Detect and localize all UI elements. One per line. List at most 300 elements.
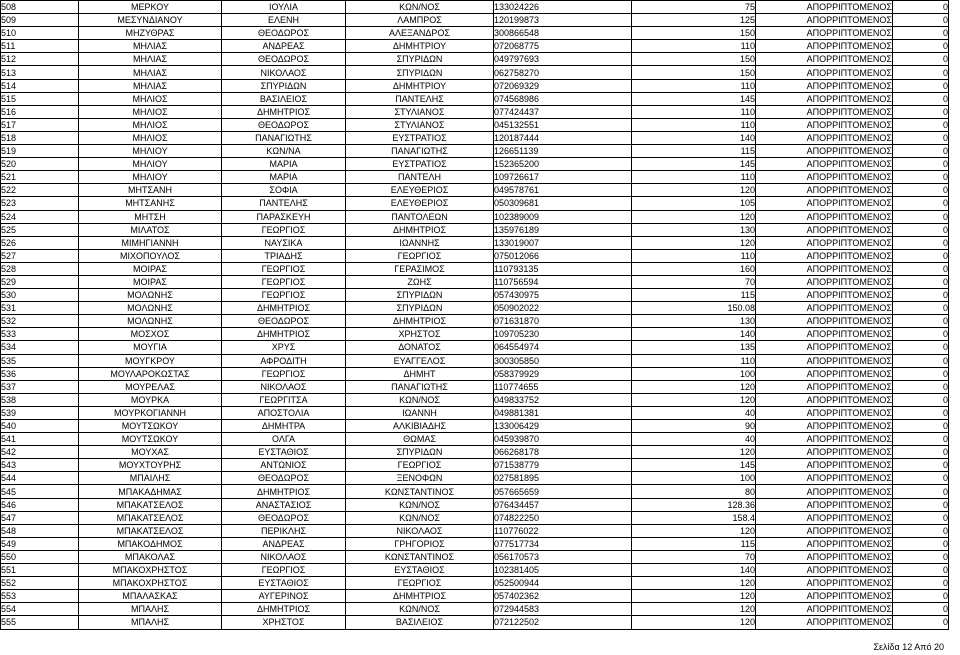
cell-points: 0 xyxy=(893,27,949,40)
cell-first-name: ΔΗΜΗΤΡΙΟΣ xyxy=(222,105,346,118)
cell-points: 0 xyxy=(893,406,949,419)
cell-first-name: ΔΗΜΗΤΡΙΟΣ xyxy=(222,302,346,315)
cell-id-number: 056170573 xyxy=(494,550,632,563)
cell-points: 0 xyxy=(893,603,949,616)
cell-first-name: ΝΑΥΣΙΚΑ xyxy=(222,236,346,249)
cell-last-name: ΜΗΛΙΟΣ xyxy=(79,118,222,131)
cell-score: 110 xyxy=(632,118,756,131)
cell-father-name: ΔΗΜΗΤΡΙΟΣ xyxy=(346,590,494,603)
cell-last-name: ΜΠΑΚΟΛΑΣ xyxy=(79,550,222,563)
cell-id-number: 300866548 xyxy=(494,27,632,40)
cell-last-name: ΜΟΣΧΟΣ xyxy=(79,328,222,341)
cell-status: ΑΠΟΡΡΙΠΤΟΜΕΝΟΣ xyxy=(756,27,893,40)
cell-father-name: ΠΑΝΑΓΙΩΤΗΣ xyxy=(346,145,494,158)
cell-score: 125 xyxy=(632,14,756,27)
cell-score: 100 xyxy=(632,367,756,380)
table-row xyxy=(1,550,949,563)
cell-score: 120 xyxy=(632,524,756,537)
table-row xyxy=(1,341,949,354)
cell-row-number: 511 xyxy=(1,40,79,53)
cell-first-name: ΔΗΜΗΤΡΙΟΣ xyxy=(222,328,346,341)
cell-first-name: ΘΕΟΔΩΡΟΣ xyxy=(222,118,346,131)
cell-status: ΑΠΟΡΡΙΠΤΟΜΕΝΟΣ xyxy=(756,537,893,550)
table-row xyxy=(1,315,949,328)
cell-points: 0 xyxy=(893,590,949,603)
cell-score: 135 xyxy=(632,341,756,354)
cell-score: 115 xyxy=(632,145,756,158)
cell-status: ΑΠΟΡΡΙΠΤΟΜΕΝΟΣ xyxy=(756,262,893,275)
table-row xyxy=(1,564,949,577)
cell-first-name: ΧΡΥΣ xyxy=(222,341,346,354)
cell-row-number: 531 xyxy=(1,302,79,315)
cell-last-name: ΜΟΥΛΑΡΟΚΩΣΤΑΣ xyxy=(79,367,222,380)
cell-status: ΑΠΟΡΡΙΠΤΟΜΕΝΟΣ xyxy=(756,550,893,563)
table-row xyxy=(1,511,949,524)
cell-first-name: ΠΑΡΑΣΚΕΥΗ xyxy=(222,210,346,223)
cell-father-name: ΠΑΝΤΕΛΗ xyxy=(346,171,494,184)
cell-id-number: 075012066 xyxy=(494,249,632,262)
cell-id-number: 049833752 xyxy=(494,393,632,406)
cell-score: 120 xyxy=(632,210,756,223)
cell-id-number: 077517734 xyxy=(494,537,632,550)
cell-id-number: 045132551 xyxy=(494,118,632,131)
table-row xyxy=(1,1,949,14)
cell-father-name: ΣΠΥΡΙΔΩΝ xyxy=(346,53,494,66)
cell-father-name: ΘΩΜΑΣ xyxy=(346,433,494,446)
cell-points: 0 xyxy=(893,393,949,406)
cell-score: 110 xyxy=(632,171,756,184)
cell-score: 110 xyxy=(632,249,756,262)
table-row xyxy=(1,79,949,92)
cell-score: 115 xyxy=(632,289,756,302)
cell-row-number: 546 xyxy=(1,498,79,511)
cell-last-name: ΜΕΡΚΟΥ xyxy=(79,1,222,14)
cell-first-name: ΘΕΟΔΩΡΟΣ xyxy=(222,511,346,524)
cell-father-name: ΚΩΝ/ΝΟΣ xyxy=(346,498,494,511)
cell-first-name: ΠΕΡΙΚΛΗΣ xyxy=(222,524,346,537)
cell-row-number: 524 xyxy=(1,210,79,223)
cell-score: 120 xyxy=(632,590,756,603)
cell-points: 0 xyxy=(893,131,949,144)
cell-father-name: ΙΩΑΝΝΗΣ xyxy=(346,236,494,249)
cell-status: ΑΠΟΡΡΙΠΤΟΜΕΝΟΣ xyxy=(756,79,893,92)
cell-status: ΑΠΟΡΡΙΠΤΟΜΕΝΟΣ xyxy=(756,446,893,459)
cell-father-name: ΚΩΝΣΤΑΝΤΙΝΟΣ xyxy=(346,550,494,563)
cell-status: ΑΠΟΡΡΙΠΤΟΜΕΝΟΣ xyxy=(756,511,893,524)
cell-points: 0 xyxy=(893,328,949,341)
cell-last-name: ΜΠΑΚΟΔΗΜΟΣ xyxy=(79,537,222,550)
cell-status: ΑΠΟΡΡΙΠΤΟΜΕΝΟΣ xyxy=(756,289,893,302)
table-row xyxy=(1,184,949,197)
cell-father-name: ΣΠΥΡΙΔΩΝ xyxy=(346,302,494,315)
cell-score: 140 xyxy=(632,328,756,341)
cell-father-name: ΝΙΚΟΛΑΟΣ xyxy=(346,524,494,537)
table-row xyxy=(1,498,949,511)
cell-status: ΑΠΟΡΡΙΠΤΟΜΕΝΟΣ xyxy=(756,197,893,210)
cell-row-number: 553 xyxy=(1,590,79,603)
table-row xyxy=(1,380,949,393)
cell-row-number: 545 xyxy=(1,485,79,498)
cell-row-number: 533 xyxy=(1,328,79,341)
cell-id-number: 050902022 xyxy=(494,302,632,315)
cell-status: ΑΠΟΡΡΙΠΤΟΜΕΝΟΣ xyxy=(756,40,893,53)
cell-last-name: ΜΕΣΥΝΔΙΑΝΟΥ xyxy=(79,14,222,27)
cell-first-name: ΚΩΝ/ΝΑ xyxy=(222,145,346,158)
cell-status: ΑΠΟΡΡΙΠΤΟΜΕΝΟΣ xyxy=(756,472,893,485)
cell-last-name: ΜΗΛΙΟΣ xyxy=(79,92,222,105)
cell-id-number: 027581895 xyxy=(494,472,632,485)
cell-status: ΑΠΟΡΡΙΠΤΟΜΕΝΟΣ xyxy=(756,393,893,406)
cell-id-number: 072122502 xyxy=(494,616,632,629)
cell-first-name: ΓΕΩΡΓΙΟΣ xyxy=(222,223,346,236)
cell-row-number: 517 xyxy=(1,118,79,131)
cell-last-name: ΜΟΥΓΙΑ xyxy=(79,341,222,354)
cell-first-name: ΑΝΔΡΕΑΣ xyxy=(222,40,346,53)
cell-first-name: ΠΑΝΤΕΛΗΣ xyxy=(222,197,346,210)
cell-row-number: 550 xyxy=(1,550,79,563)
cell-points: 0 xyxy=(893,354,949,367)
cell-last-name: ΜΗΛΙΟΥ xyxy=(79,158,222,171)
cell-id-number: 072069329 xyxy=(494,79,632,92)
cell-points: 0 xyxy=(893,433,949,446)
cell-first-name: ΘΕΟΔΩΡΟΣ xyxy=(222,472,346,485)
cell-first-name: ΔΗΜΗΤΡΙΟΣ xyxy=(222,603,346,616)
cell-id-number: 152365200 xyxy=(494,158,632,171)
cell-points: 0 xyxy=(893,380,949,393)
cell-father-name: ΙΩΑΝΝΗ xyxy=(346,406,494,419)
cell-status: ΑΠΟΡΡΙΠΤΟΜΕΝΟΣ xyxy=(756,223,893,236)
cell-first-name: ΑΝΤΩΝΙΟΣ xyxy=(222,459,346,472)
cell-id-number: 057430975 xyxy=(494,289,632,302)
cell-row-number: 521 xyxy=(1,171,79,184)
cell-points: 0 xyxy=(893,564,949,577)
cell-status: ΑΠΟΡΡΙΠΤΟΜΕΝΟΣ xyxy=(756,433,893,446)
cell-father-name: ΣΤΥΛΙΑΝΟΣ xyxy=(346,118,494,131)
cell-score: 145 xyxy=(632,158,756,171)
cell-father-name: ΠΑΝΤΟΛΕΩΝ xyxy=(346,210,494,223)
cell-points: 0 xyxy=(893,485,949,498)
cell-status: ΑΠΟΡΡΙΠΤΟΜΕΝΟΣ xyxy=(756,524,893,537)
table-row xyxy=(1,459,949,472)
cell-first-name: ΝΙΚΟΛΑΟΣ xyxy=(222,66,346,79)
cell-father-name: ΚΩΝ/ΝΟΣ xyxy=(346,1,494,14)
cell-points: 0 xyxy=(893,446,949,459)
cell-points: 0 xyxy=(893,262,949,275)
cell-last-name: ΜΠΑΙΛΗΣ xyxy=(79,472,222,485)
cell-score: 160 xyxy=(632,262,756,275)
cell-score: 40 xyxy=(632,406,756,419)
table-row xyxy=(1,92,949,105)
cell-last-name: ΜΠΑΚΟΧΡΗΣΤΟΣ xyxy=(79,564,222,577)
cell-first-name: ΘΕΟΔΩΡΟΣ xyxy=(222,315,346,328)
cell-row-number: 547 xyxy=(1,511,79,524)
table-row xyxy=(1,197,949,210)
table-row xyxy=(1,537,949,550)
cell-id-number: 110774655 xyxy=(494,380,632,393)
cell-first-name: ΝΙΚΟΛΑΟΣ xyxy=(222,380,346,393)
cell-points: 0 xyxy=(893,550,949,563)
cell-first-name: ΓΕΩΡΓΙΟΣ xyxy=(222,289,346,302)
cell-score: 70 xyxy=(632,275,756,288)
cell-row-number: 520 xyxy=(1,158,79,171)
table-row xyxy=(1,262,949,275)
cell-row-number: 510 xyxy=(1,27,79,40)
cell-father-name: ΔΗΜΗΤ xyxy=(346,367,494,380)
cell-last-name: ΜΠΑΚΑΤΣΕΛΟΣ xyxy=(79,511,222,524)
cell-status: ΑΠΟΡΡΙΠΤΟΜΕΝΟΣ xyxy=(756,145,893,158)
cell-score: 115 xyxy=(632,537,756,550)
results-table-body xyxy=(1,1,949,630)
table-row xyxy=(1,590,949,603)
cell-points: 0 xyxy=(893,14,949,27)
cell-row-number: 548 xyxy=(1,524,79,537)
cell-points: 0 xyxy=(893,341,949,354)
cell-row-number: 514 xyxy=(1,79,79,92)
cell-last-name: ΜΠΑΚΟΧΡΗΣΤΟΣ xyxy=(79,577,222,590)
cell-points: 0 xyxy=(893,223,949,236)
cell-score: 120 xyxy=(632,393,756,406)
cell-row-number: 551 xyxy=(1,564,79,577)
cell-points: 0 xyxy=(893,66,949,79)
cell-first-name: ΕΥΣΤΑΘΙΟΣ xyxy=(222,446,346,459)
cell-status: ΑΠΟΡΡΙΠΤΟΜΕΝΟΣ xyxy=(756,485,893,498)
cell-father-name: ΓΕΩΡΓΙΟΣ xyxy=(346,249,494,262)
cell-father-name: ΑΛΕΞΑΝΔΡΟΣ xyxy=(346,27,494,40)
cell-status: ΑΠΟΡΡΙΠΤΟΜΕΝΟΣ xyxy=(756,171,893,184)
table-row xyxy=(1,53,949,66)
cell-status: ΑΠΟΡΡΙΠΤΟΜΕΝΟΣ xyxy=(756,367,893,380)
cell-id-number: 110756594 xyxy=(494,275,632,288)
table-row xyxy=(1,289,949,302)
cell-status: ΑΠΟΡΡΙΠΤΟΜΕΝΟΣ xyxy=(756,131,893,144)
cell-id-number: 109705230 xyxy=(494,328,632,341)
cell-row-number: 512 xyxy=(1,53,79,66)
cell-father-name: ΞΕΝΟΦΩΝ xyxy=(346,472,494,485)
cell-last-name: ΜΗΤΣΗ xyxy=(79,210,222,223)
cell-score: 150 xyxy=(632,66,756,79)
cell-points: 0 xyxy=(893,315,949,328)
cell-status: ΑΠΟΡΡΙΠΤΟΜΕΝΟΣ xyxy=(756,420,893,433)
cell-first-name: ΑΥΓΕΡΙΝΟΣ xyxy=(222,590,346,603)
table-row xyxy=(1,249,949,262)
table-row xyxy=(1,118,949,131)
cell-father-name: ΔΗΜΗΤΡΙΟΥ xyxy=(346,79,494,92)
cell-row-number: 526 xyxy=(1,236,79,249)
cell-row-number: 543 xyxy=(1,459,79,472)
cell-points: 0 xyxy=(893,79,949,92)
cell-father-name: ΕΥΣΤΑΘΙΟΣ xyxy=(346,564,494,577)
cell-points: 0 xyxy=(893,472,949,485)
cell-last-name: ΜΗΤΣΑΝΗΣ xyxy=(79,197,222,210)
cell-last-name: ΜΙΛΑΤΟΣ xyxy=(79,223,222,236)
table-row xyxy=(1,420,949,433)
cell-score: 90 xyxy=(632,420,756,433)
cell-status: ΑΠΟΡΡΙΠΤΟΜΕΝΟΣ xyxy=(756,354,893,367)
table-row xyxy=(1,577,949,590)
cell-father-name: ΔΗΜΗΤΡΙΟΣ xyxy=(346,223,494,236)
table-row xyxy=(1,393,949,406)
cell-score: 75 xyxy=(632,1,756,14)
cell-id-number: 133024226 xyxy=(494,1,632,14)
table-row xyxy=(1,236,949,249)
cell-status: ΑΠΟΡΡΙΠΤΟΜΕΝΟΣ xyxy=(756,603,893,616)
cell-status: ΑΠΟΡΡΙΠΤΟΜΕΝΟΣ xyxy=(756,459,893,472)
cell-id-number: 074822250 xyxy=(494,511,632,524)
cell-id-number: 049578761 xyxy=(494,184,632,197)
cell-father-name: ΓΕΩΡΓΙΟΣ xyxy=(346,459,494,472)
cell-row-number: 525 xyxy=(1,223,79,236)
cell-points: 0 xyxy=(893,53,949,66)
cell-score: 145 xyxy=(632,459,756,472)
cell-points: 0 xyxy=(893,302,949,315)
cell-points: 0 xyxy=(893,92,949,105)
cell-last-name: ΜΟΛΩΝΗΣ xyxy=(79,289,222,302)
cell-row-number: 508 xyxy=(1,1,79,14)
cell-first-name: ΝΙΚΟΛΑΟΣ xyxy=(222,550,346,563)
cell-status: ΑΠΟΡΡΙΠΤΟΜΕΝΟΣ xyxy=(756,590,893,603)
cell-score: 145 xyxy=(632,92,756,105)
cell-father-name: ΚΩΝ/ΝΟΣ xyxy=(346,393,494,406)
cell-last-name: ΜΟΛΩΝΗΣ xyxy=(79,315,222,328)
cell-father-name: ΣΤΥΛΙΑΝΟΣ xyxy=(346,105,494,118)
table-row xyxy=(1,302,949,315)
cell-father-name: ΑΛΚΙΒΙΑΔΗΣ xyxy=(346,420,494,433)
cell-status: ΑΠΟΡΡΙΠΤΟΜΕΝΟΣ xyxy=(756,118,893,131)
cell-row-number: 554 xyxy=(1,603,79,616)
cell-id-number: 109726617 xyxy=(494,171,632,184)
cell-score: 140 xyxy=(632,564,756,577)
cell-score: 120 xyxy=(632,184,756,197)
cell-father-name: ΔΟΝΑΤΟΣ xyxy=(346,341,494,354)
cell-father-name: ΒΑΣΙΛΕΙΟΣ xyxy=(346,616,494,629)
cell-id-number: 062758270 xyxy=(494,66,632,79)
cell-first-name: ΔΗΜΗΤΡΙΟΣ xyxy=(222,485,346,498)
cell-father-name: ΓΡΗΓΟΡΙΟΣ xyxy=(346,537,494,550)
table-row xyxy=(1,406,949,419)
cell-last-name: ΜΙΜΗΓΙΑΝΝΗ xyxy=(79,236,222,249)
cell-last-name: ΜΗΛΙΟΣ xyxy=(79,105,222,118)
cell-id-number: 120187444 xyxy=(494,131,632,144)
cell-id-number: 126651139 xyxy=(494,145,632,158)
cell-score: 110 xyxy=(632,105,756,118)
cell-status: ΑΠΟΡΡΙΠΤΟΜΕΝΟΣ xyxy=(756,184,893,197)
cell-father-name: ΣΠΥΡΙΔΩΝ xyxy=(346,289,494,302)
cell-status: ΑΠΟΡΡΙΠΤΟΜΕΝΟΣ xyxy=(756,236,893,249)
cell-points: 0 xyxy=(893,537,949,550)
cell-father-name: ΕΥΣΤΡΑΤΙΟΣ xyxy=(346,158,494,171)
table-row xyxy=(1,433,949,446)
cell-status: ΑΠΟΡΡΙΠΤΟΜΕΝΟΣ xyxy=(756,105,893,118)
cell-last-name: ΜΗΛΙΑΣ xyxy=(79,40,222,53)
cell-row-number: 522 xyxy=(1,184,79,197)
cell-last-name: ΜΠΑΛΑΣΚΑΣ xyxy=(79,590,222,603)
cell-row-number: 515 xyxy=(1,92,79,105)
cell-first-name: ΒΑΣΙΛΕΙΟΣ xyxy=(222,92,346,105)
cell-status: ΑΠΟΡΡΙΠΤΟΜΕΝΟΣ xyxy=(756,92,893,105)
cell-last-name: ΜΟΥΡΕΛΑΣ xyxy=(79,380,222,393)
cell-first-name: ΓΕΩΡΓΙΟΣ xyxy=(222,275,346,288)
table-row xyxy=(1,446,949,459)
cell-first-name: ΣΟΦΙΑ xyxy=(222,184,346,197)
cell-status: ΑΠΟΡΡΙΠΤΟΜΕΝΟΣ xyxy=(756,341,893,354)
cell-points: 0 xyxy=(893,105,949,118)
cell-status: ΑΠΟΡΡΙΠΤΟΜΕΝΟΣ xyxy=(756,498,893,511)
cell-row-number: 544 xyxy=(1,472,79,485)
cell-id-number: 049881381 xyxy=(494,406,632,419)
cell-last-name: ΜΙΧΟΠΟΥΛΟΣ xyxy=(79,249,222,262)
cell-points: 0 xyxy=(893,145,949,158)
cell-last-name: ΜΗΤΣΑΝΗ xyxy=(79,184,222,197)
cell-first-name: ΕΥΣΤΑΘΙΟΣ xyxy=(222,577,346,590)
cell-points: 0 xyxy=(893,498,949,511)
cell-first-name: ΓΕΩΡΓΙΤΣΑ xyxy=(222,393,346,406)
table-row xyxy=(1,472,949,485)
cell-status: ΑΠΟΡΡΙΠΤΟΜΕΝΟΣ xyxy=(756,275,893,288)
cell-id-number: 110776022 xyxy=(494,524,632,537)
cell-status: ΑΠΟΡΡΙΠΤΟΜΕΝΟΣ xyxy=(756,302,893,315)
cell-score: 40 xyxy=(632,433,756,446)
cell-points: 0 xyxy=(893,249,949,262)
cell-id-number: 072944583 xyxy=(494,603,632,616)
cell-father-name: ΛΑΜΠΡΟΣ xyxy=(346,14,494,27)
cell-score: 110 xyxy=(632,40,756,53)
cell-id-number: 064554974 xyxy=(494,341,632,354)
cell-first-name: ΔΗΜΗΤΡΑ xyxy=(222,420,346,433)
cell-row-number: 540 xyxy=(1,420,79,433)
cell-row-number: 555 xyxy=(1,616,79,629)
cell-score: 128.36 xyxy=(632,498,756,511)
cell-last-name: ΜΠΑΛΗΣ xyxy=(79,616,222,629)
cell-row-number: 552 xyxy=(1,577,79,590)
cell-last-name: ΜΗΛΙΟΥ xyxy=(79,145,222,158)
cell-row-number: 532 xyxy=(1,315,79,328)
cell-last-name: ΜΗΛΙΑΣ xyxy=(79,79,222,92)
cell-first-name: ΑΦΡΟΔΙΤΗ xyxy=(222,354,346,367)
cell-id-number: 049797693 xyxy=(494,53,632,66)
cell-points: 0 xyxy=(893,367,949,380)
cell-points: 0 xyxy=(893,289,949,302)
cell-last-name: ΜΟΛΩΝΗΣ xyxy=(79,302,222,315)
cell-points: 0 xyxy=(893,118,949,131)
cell-id-number: 102389009 xyxy=(494,210,632,223)
cell-last-name: ΜΟΥΧΤΟΥΡΗΣ xyxy=(79,459,222,472)
cell-last-name: ΜΗΛΙΑΣ xyxy=(79,66,222,79)
cell-score: 130 xyxy=(632,315,756,328)
cell-points: 0 xyxy=(893,236,949,249)
cell-row-number: 549 xyxy=(1,537,79,550)
cell-score: 120 xyxy=(632,446,756,459)
cell-first-name: ΠΑΝΑΓΙΩΤΗΣ xyxy=(222,131,346,144)
table-row xyxy=(1,171,949,184)
cell-status: ΑΠΟΡΡΙΠΤΟΜΕΝΟΣ xyxy=(756,616,893,629)
cell-id-number: 057665659 xyxy=(494,485,632,498)
cell-first-name: ΤΡΙΑΔΗΣ xyxy=(222,249,346,262)
cell-first-name: ΓΕΩΡΓΙΟΣ xyxy=(222,262,346,275)
cell-score: 110 xyxy=(632,354,756,367)
cell-father-name: ΓΕΩΡΓΙΟΣ xyxy=(346,577,494,590)
cell-score: 150 xyxy=(632,27,756,40)
cell-row-number: 509 xyxy=(1,14,79,27)
cell-status: ΑΠΟΡΡΙΠΤΟΜΕΝΟΣ xyxy=(756,1,893,14)
cell-id-number: 071538779 xyxy=(494,459,632,472)
cell-id-number: 076434457 xyxy=(494,498,632,511)
cell-row-number: 528 xyxy=(1,262,79,275)
cell-row-number: 535 xyxy=(1,354,79,367)
cell-status: ΑΠΟΡΡΙΠΤΟΜΕΝΟΣ xyxy=(756,249,893,262)
table-row xyxy=(1,275,949,288)
cell-last-name: ΜΠΑΚΑΤΣΕΛΟΣ xyxy=(79,524,222,537)
cell-id-number: 074568986 xyxy=(494,92,632,105)
